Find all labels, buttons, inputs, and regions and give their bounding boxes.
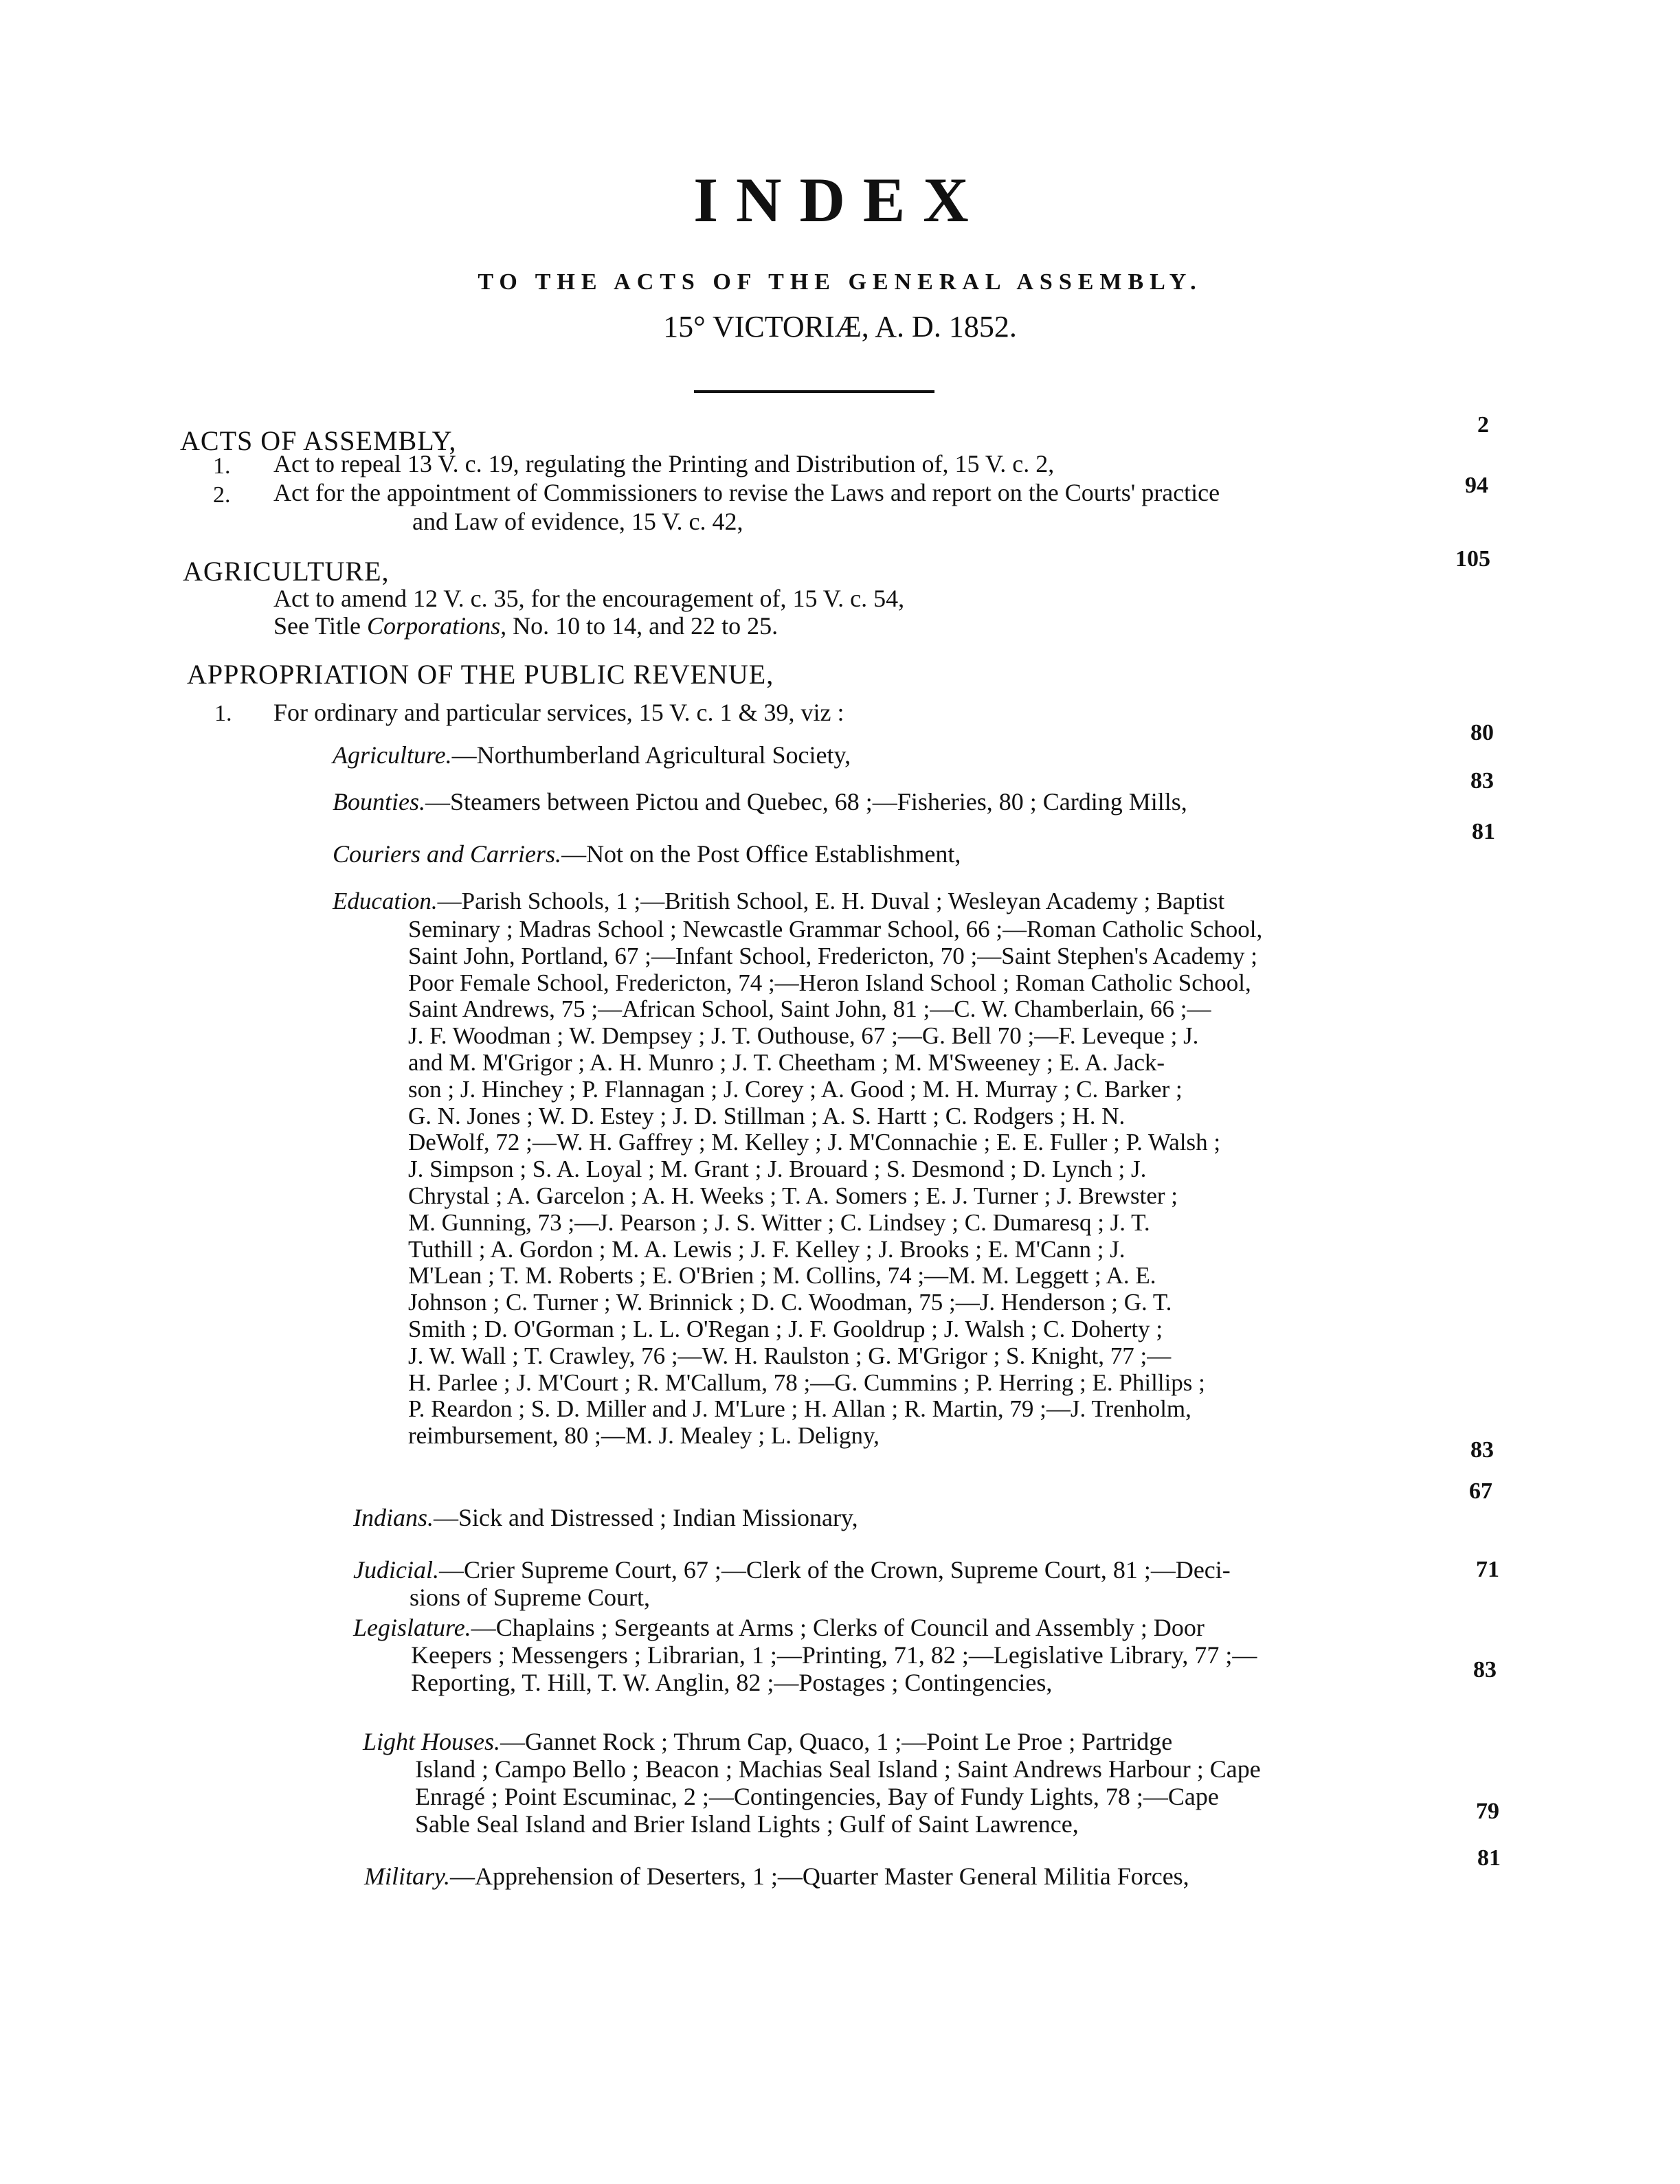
education-line: DeWolf, 72 ;—W. H. Gaffrey ; M. Kelley ; J. M'Connachie ; E. E. Fuller ; P. Walsh ; — [408, 1129, 1221, 1156]
page-number: 71 — [1476, 1557, 1499, 1582]
page-number: 83 — [1470, 768, 1494, 793]
entry-label: Indians. — [353, 1504, 434, 1531]
education-line: J. W. Wall ; T. Crawley, 76 ;—W. H. Raulston ; G. M'Grigor ; S. Knight, 77 ;— — [408, 1342, 1172, 1369]
list-number: 1. — [213, 453, 231, 479]
education-line: P. Reardon ; S. D. Miller and J. M'Lure ; H. Allan ; R. Martin, 79 ;—J. Trenholm, — [408, 1395, 1191, 1422]
heading-acts-of-assembly: ACTS OF ASSEMBLY, — [180, 425, 457, 456]
index-subtitle: TO THE ACTS OF THE GENERAL ASSEMBLY. — [478, 269, 1202, 295]
entry-text: —Northumberland Agricultural Society, — [451, 741, 851, 769]
list-number: 1. — [214, 701, 232, 726]
entry-continuation: Enragé ; Point Escuminac, 2 ;—Contingencies, Bay of Fundy Lights, 78 ;—Cape — [415, 1783, 1219, 1810]
entry-label: Legislature. — [353, 1614, 471, 1641]
entry-continuation: Sable Seal Island and Brier Island Lights ; Gulf of Saint Lawrence, — [415, 1810, 1079, 1838]
education-line: J. Simpson ; S. A. Loyal ; M. Grant ; J. Brouard ; S. Desmond ; D. Lynch ; J. — [408, 1156, 1147, 1182]
education-line: reimbursement, 80 ;—M. J. Mealey ; L. Deligny, — [408, 1422, 880, 1449]
see-title-prefix: See Title — [273, 612, 368, 640]
title-rule — [694, 390, 934, 393]
education-line: Saint Andrews, 75 ;—African School, Saint John, 81 ;—C. W. Chamberlain, 66 ;— — [408, 995, 1211, 1022]
page-number: 81 — [1472, 819, 1495, 844]
appropriation-item: For ordinary and particular services, 15 V. c. 1 & 39, viz : — [273, 699, 844, 726]
heading-appropriation: APPROPRIATION OF THE PUBLIC REVENUE, — [187, 659, 774, 690]
list-item-text: Act to repeal 13 V. c. 19, regulating the Printing and Distribution of, 15 V. c. 2, — [273, 450, 1055, 477]
entry-label: Military. — [364, 1862, 450, 1890]
entry-label: Agriculture. — [333, 741, 452, 769]
heading-agriculture: AGRICULTURE, — [183, 556, 390, 587]
see-title-suffix: No. 10 to 14, and 22 to 25. — [506, 612, 779, 640]
education-line: Poor Female School, Fredericton, 74 ;—Heron Island School ; Roman Catholic School, — [408, 969, 1251, 996]
page-number: 79 — [1476, 1799, 1499, 1824]
entry-text: —Not on the Post Office Establishment, — [561, 840, 961, 868]
entry-text: —Apprehension of Deserters, 1 ;—Quarter Master General Militia Forces, — [450, 1862, 1189, 1890]
page-number: 83 — [1470, 1437, 1494, 1463]
entry-continuation: sions of Supreme Court, — [410, 1584, 650, 1611]
education-line: and M. M'Grigor ; A. H. Munro ; J. T. Cheetham ; M. M'Sweeney ; E. A. Jack- — [408, 1049, 1165, 1076]
entry-text: —Crier Supreme Court, 67 ;—Clerk of the Crown, Supreme Court, 81 ;—Deci- — [438, 1556, 1231, 1584]
entry-legislature — [353, 1613, 1205, 1642]
index-title: INDEX — [693, 165, 987, 235]
page-number: 80 — [1470, 720, 1494, 745]
list-item-continuation: and Law of evidence, 15 V. c. 42, — [412, 508, 743, 535]
entry-label: Bounties. — [333, 788, 425, 815]
list-number: 2. — [213, 482, 231, 508]
entry-judicial — [353, 1555, 1231, 1584]
entry-text: —Parish Schools, 1 ;—British School, E. H. Duval ; Wesleyan Academy ; Baptist — [437, 888, 1225, 914]
entry-education — [333, 888, 1224, 915]
page-number: 67 — [1469, 1478, 1492, 1504]
page-number: 83 — [1473, 1657, 1497, 1682]
entry-bounties — [333, 787, 1187, 816]
entry-label: Couriers and Carriers. — [333, 840, 562, 868]
entry-continuation: Reporting, T. Hill, T. W. Anglin, 82 ;—Postages ; Contingencies, — [411, 1669, 1053, 1696]
agriculture-line-1: Act to amend 12 V. c. 35, for the encouragement of, 15 V. c. 54, — [273, 585, 905, 612]
page-number: 94 — [1465, 473, 1488, 498]
reign-line: 15° VICTORIÆ, A. D. 1852. — [663, 310, 1017, 344]
entry-couriers — [333, 840, 961, 868]
education-line: Saint John, Portland, 67 ;—Infant School, Fredericton, 70 ;—Saint Stephen's Academy ; — [408, 943, 1258, 969]
education-line: Smith ; D. O'Gorman ; L. L. O'Regan ; J. F. Gooldrup ; J. Walsh ; C. Doherty ; — [408, 1316, 1163, 1342]
education-line: Tuthill ; A. Gordon ; M. A. Lewis ; J. F. Kelley ; J. Brooks ; E. M'Cann ; J. — [408, 1236, 1125, 1263]
entry-text: —Gannet Rock ; Thrum Cap, Quaco, 1 ;—Point Le Proe ; Partridge — [500, 1728, 1173, 1755]
education-line: G. N. Jones ; W. D. Estey ; J. D. Stillman ; A. S. Hartt ; C. Rodgers ; H. N. — [408, 1103, 1125, 1129]
page-number: 2 — [1477, 412, 1489, 438]
entry-agriculture — [333, 741, 851, 769]
entry-continuation: Keepers ; Messengers ; Librarian, 1 ;—Printing, 71, 82 ;—Legislative Library, 77 ;— — [411, 1641, 1257, 1669]
education-line: Johnson ; C. Turner ; W. Brinnick ; D. C. Woodman, 75 ;—J. Henderson ; G. T. — [408, 1289, 1172, 1316]
entry-label: Education. — [333, 888, 438, 914]
entry-text: —Sick and Distressed ; Indian Missionary, — [434, 1504, 858, 1531]
see-title-italic: Corporations, — [367, 612, 507, 640]
education-line: M'Lean ; T. M. Roberts ; E. O'Brien ; M. Collins, 74 ;—M. M. Leggett ; A. E. — [408, 1262, 1156, 1289]
entry-label: Light Houses. — [363, 1728, 501, 1755]
page-number: 81 — [1477, 1845, 1501, 1871]
education-line: Chrystal ; A. Garcelon ; A. H. Weeks ; T. A. Somers ; E. J. Turner ; J. Brewster ; — [408, 1182, 1178, 1209]
entry-label: Judicial. — [353, 1556, 439, 1584]
entry-continuation: Island ; Campo Bello ; Beacon ; Machias Seal Island ; Saint Andrews Harbour ; Cape — [415, 1755, 1261, 1783]
entry-indians — [353, 1503, 858, 1532]
education-line: Seminary ; Madras School ; Newcastle Grammar School, 66 ;—Roman Catholic School, — [408, 916, 1263, 943]
education-line: M. Gunning, 73 ;—J. Pearson ; J. S. Witter ; C. Lindsey ; C. Dumaresq ; J. T. — [408, 1209, 1150, 1236]
agriculture-line-2 — [273, 611, 778, 640]
education-line: H. Parlee ; J. M'Court ; R. M'Callum, 78 ;—G. Cummins ; P. Herring ; E. Phillips ; — [408, 1369, 1205, 1396]
education-line: J. F. Woodman ; W. Dempsey ; J. T. Outhouse, 67 ;—G. Bell 70 ;—F. Leveque ; J. — [408, 1022, 1199, 1049]
entry-text: —Chaplains ; Sergeants at Arms ; Clerks of Council and Assembly ; Door — [471, 1614, 1205, 1641]
page-number: 105 — [1455, 546, 1490, 572]
list-item-text: Act for the appointment of Commissioners to revise the Laws and report on the Courts' practice — [273, 479, 1220, 506]
entry-light-houses — [363, 1727, 1172, 1756]
education-line: son ; J. Hinchey ; P. Flannagan ; J. Corey ; A. Good ; M. H. Murray ; C. Barker ; — [408, 1076, 1183, 1103]
entry-text: —Steamers between Pictou and Quebec, 68 ;—Fisheries, 80 ; Carding Mills, — [425, 788, 1187, 815]
entry-military — [364, 1862, 1189, 1891]
